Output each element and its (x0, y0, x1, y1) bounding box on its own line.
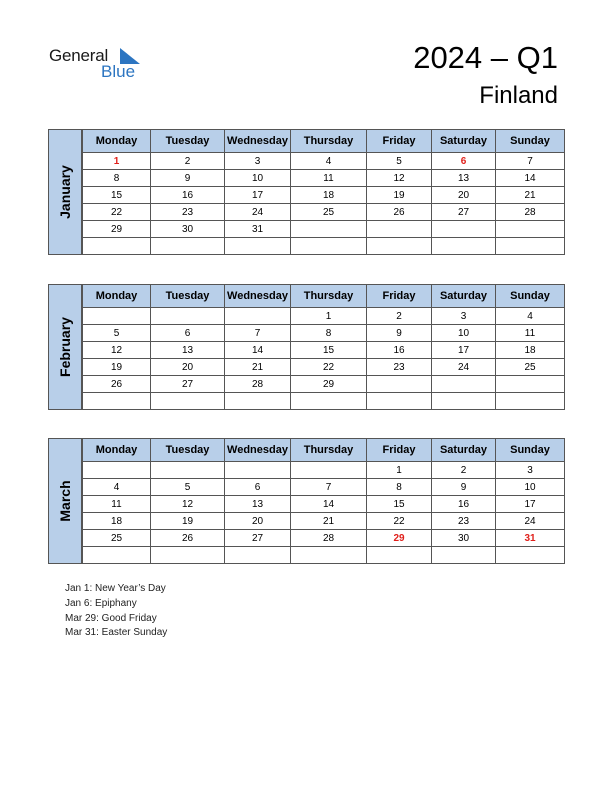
weekday-header-row (83, 130, 565, 153)
day-cell (291, 462, 367, 479)
day-cell: 4 (291, 153, 367, 170)
day-cell: 9 (432, 479, 496, 496)
day-cell: 21 (225, 359, 291, 376)
month-label-cell (48, 284, 82, 410)
day-cell (432, 221, 496, 238)
weekday-header-row (83, 439, 565, 462)
day-cell (83, 547, 151, 564)
day-cell: 2 (367, 308, 432, 325)
day-cell (151, 462, 225, 479)
day-cell: 10 (496, 479, 565, 496)
day-cell: 12 (367, 170, 432, 187)
weekday-header: Wednesday (225, 439, 291, 462)
day-cell: 25 (496, 359, 565, 376)
day-cell: 27 (151, 376, 225, 393)
month-calendar-march (48, 438, 564, 564)
weekday-header: Tuesday (151, 285, 225, 308)
day-cell: 19 (367, 187, 432, 204)
week-row (83, 308, 565, 325)
weekday-header-row (83, 285, 565, 308)
day-cell (291, 221, 367, 238)
day-cell: 27 (225, 530, 291, 547)
day-cell (225, 308, 291, 325)
day-cell (367, 376, 432, 393)
day-cell (151, 547, 225, 564)
day-cell (225, 238, 291, 255)
day-cell: 22 (291, 359, 367, 376)
day-cell: 14 (225, 342, 291, 359)
weekday-header: Sunday (496, 439, 565, 462)
weekday-header: Saturday (432, 130, 496, 153)
day-cell (496, 547, 565, 564)
day-cell: 12 (83, 342, 151, 359)
day-cell: 7 (225, 325, 291, 342)
day-cell: 14 (291, 496, 367, 513)
day-cell (83, 308, 151, 325)
week-row (83, 513, 565, 530)
weekday-header: Thursday (291, 285, 367, 308)
day-cell: 11 (291, 170, 367, 187)
quarter-title: 2024 – Q1 (413, 40, 558, 75)
month-name: March (57, 480, 73, 522)
day-cell: 8 (291, 325, 367, 342)
day-cell: 16 (367, 342, 432, 359)
day-cell: 17 (432, 342, 496, 359)
day-cell (367, 393, 432, 410)
week-row (83, 359, 565, 376)
day-cell: 2 (151, 153, 225, 170)
day-cell: 25 (83, 530, 151, 547)
day-cell: 31 (496, 530, 565, 547)
day-cell: 8 (83, 170, 151, 187)
week-row (83, 170, 565, 187)
day-cell (432, 393, 496, 410)
day-cell: 14 (496, 170, 565, 187)
day-cell: 13 (151, 342, 225, 359)
week-row (83, 393, 565, 410)
month-calendar-february (48, 284, 564, 410)
calendar-table (82, 284, 565, 410)
day-cell: 10 (432, 325, 496, 342)
day-cell: 9 (151, 170, 225, 187)
calendar-table (82, 129, 565, 255)
month-label-cell (48, 438, 82, 564)
day-cell: 30 (151, 221, 225, 238)
day-cell (151, 308, 225, 325)
week-row (83, 153, 565, 170)
day-cell (291, 547, 367, 564)
day-cell (367, 221, 432, 238)
day-cell (432, 376, 496, 393)
day-cell (291, 393, 367, 410)
day-cell (83, 393, 151, 410)
day-cell: 5 (367, 153, 432, 170)
day-cell (367, 238, 432, 255)
day-cell: 18 (291, 187, 367, 204)
week-row (83, 325, 565, 342)
calendar-table (82, 438, 565, 564)
day-cell: 9 (367, 325, 432, 342)
day-cell: 3 (225, 153, 291, 170)
day-cell (432, 238, 496, 255)
day-cell (83, 238, 151, 255)
weekday-header: Monday (83, 439, 151, 462)
day-cell: 5 (151, 479, 225, 496)
week-row (83, 238, 565, 255)
day-cell: 6 (225, 479, 291, 496)
day-cell: 1 (291, 308, 367, 325)
day-cell (225, 547, 291, 564)
weekday-header: Thursday (291, 130, 367, 153)
day-cell: 19 (83, 359, 151, 376)
holiday-note: Jan 6: Epiphany (65, 597, 137, 609)
day-cell: 17 (225, 187, 291, 204)
day-cell: 3 (432, 308, 496, 325)
day-cell (496, 393, 565, 410)
day-cell: 29 (83, 221, 151, 238)
weekday-header: Friday (367, 439, 432, 462)
day-cell: 18 (83, 513, 151, 530)
day-cell (496, 376, 565, 393)
day-cell: 8 (367, 479, 432, 496)
day-cell: 15 (291, 342, 367, 359)
day-cell (225, 462, 291, 479)
day-cell: 27 (432, 204, 496, 221)
holiday-note: Mar 29: Good Friday (65, 612, 157, 624)
weekday-header: Sunday (496, 285, 565, 308)
day-cell: 23 (432, 513, 496, 530)
day-cell: 6 (432, 153, 496, 170)
weekday-header: Saturday (432, 439, 496, 462)
day-cell: 7 (496, 153, 565, 170)
weekday-header: Thursday (291, 439, 367, 462)
day-cell: 13 (432, 170, 496, 187)
day-cell: 22 (83, 204, 151, 221)
day-cell: 20 (225, 513, 291, 530)
week-row (83, 187, 565, 204)
day-cell: 5 (83, 325, 151, 342)
month-calendar-january (48, 129, 564, 255)
day-cell: 19 (151, 513, 225, 530)
weekday-header: Monday (83, 285, 151, 308)
holiday-note: Mar 31: Easter Sunday (65, 627, 168, 639)
weekday-header: Tuesday (151, 439, 225, 462)
day-cell: 15 (83, 187, 151, 204)
day-cell: 29 (367, 530, 432, 547)
day-cell: 28 (496, 204, 565, 221)
week-row (83, 547, 565, 564)
day-cell (496, 238, 565, 255)
week-row (83, 204, 565, 221)
day-cell (291, 238, 367, 255)
day-cell: 18 (496, 342, 565, 359)
day-cell: 17 (496, 496, 565, 513)
day-cell: 28 (225, 376, 291, 393)
weekday-header: Sunday (496, 130, 565, 153)
day-cell: 11 (496, 325, 565, 342)
holiday-note: Jan 1: New Year’s Day (65, 583, 166, 594)
month-name: February (57, 317, 73, 377)
day-cell: 30 (432, 530, 496, 547)
day-cell (151, 238, 225, 255)
day-cell: 21 (496, 187, 565, 204)
day-cell: 20 (151, 359, 225, 376)
day-cell (432, 547, 496, 564)
weekday-header: Friday (367, 285, 432, 308)
day-cell: 24 (432, 359, 496, 376)
day-cell: 24 (496, 513, 565, 530)
day-cell: 4 (83, 479, 151, 496)
day-cell: 20 (432, 187, 496, 204)
day-cell (225, 393, 291, 410)
week-row (83, 342, 565, 359)
month-label-cell (48, 129, 82, 255)
week-row (83, 530, 565, 547)
day-cell (151, 393, 225, 410)
weekday-header: Wednesday (225, 130, 291, 153)
week-row (83, 479, 565, 496)
country-title: Finland (479, 82, 558, 109)
day-cell: 29 (291, 376, 367, 393)
day-cell: 28 (291, 530, 367, 547)
day-cell: 11 (83, 496, 151, 513)
week-row (83, 376, 565, 393)
day-cell: 24 (225, 204, 291, 221)
month-name: January (57, 165, 73, 219)
week-row (83, 496, 565, 513)
weekday-header: Monday (83, 130, 151, 153)
day-cell: 26 (367, 204, 432, 221)
day-cell (83, 462, 151, 479)
day-cell: 23 (367, 359, 432, 376)
day-cell: 25 (291, 204, 367, 221)
logo-text-blue: Blue (101, 62, 136, 81)
day-cell (367, 547, 432, 564)
day-cell: 31 (225, 221, 291, 238)
day-cell: 2 (432, 462, 496, 479)
logo-text-general: General (49, 46, 109, 65)
day-cell: 13 (225, 496, 291, 513)
day-cell: 3 (496, 462, 565, 479)
day-cell: 1 (367, 462, 432, 479)
day-cell: 7 (291, 479, 367, 496)
day-cell: 6 (151, 325, 225, 342)
day-cell: 12 (151, 496, 225, 513)
holiday-notes (65, 582, 167, 641)
week-row (83, 462, 565, 479)
day-cell: 16 (432, 496, 496, 513)
weekday-header: Tuesday (151, 130, 225, 153)
day-cell: 21 (291, 513, 367, 530)
day-cell: 26 (83, 376, 151, 393)
day-cell: 4 (496, 308, 565, 325)
day-cell: 22 (367, 513, 432, 530)
day-cell: 16 (151, 187, 225, 204)
day-cell: 10 (225, 170, 291, 187)
weekday-header: Friday (367, 130, 432, 153)
weekday-header: Saturday (432, 285, 496, 308)
weekday-header: Wednesday (225, 285, 291, 308)
day-cell (496, 221, 565, 238)
generalblue-logo (49, 44, 159, 84)
day-cell: 15 (367, 496, 432, 513)
day-cell: 26 (151, 530, 225, 547)
day-cell: 1 (83, 153, 151, 170)
week-row (83, 221, 565, 238)
day-cell: 23 (151, 204, 225, 221)
